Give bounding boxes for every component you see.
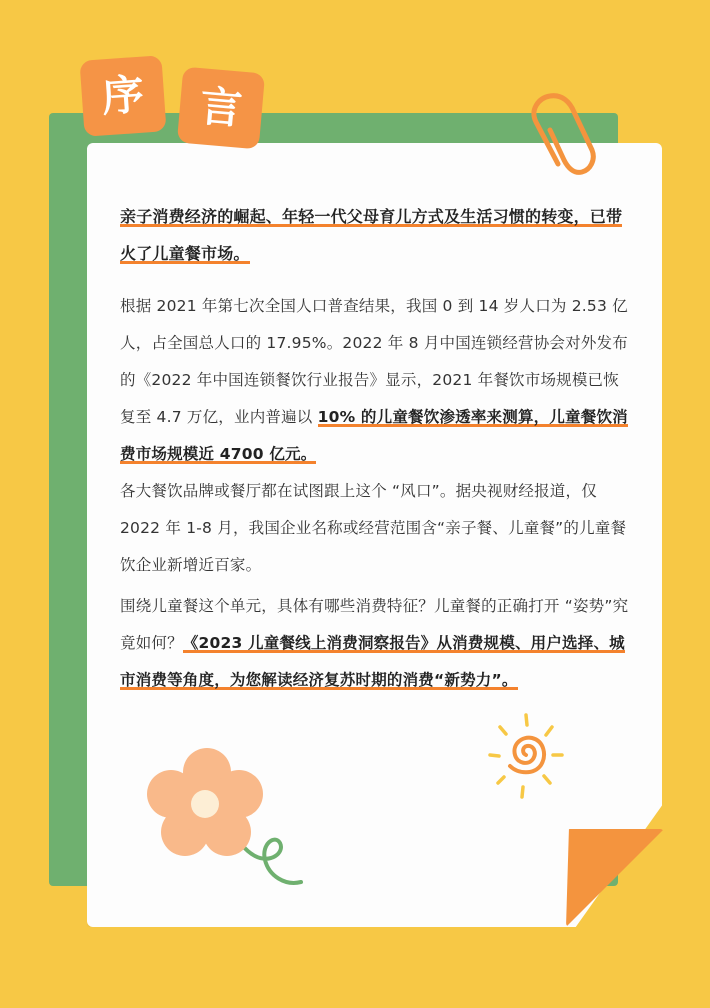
title-tag-2: 言: [177, 67, 265, 150]
paragraph-report: [120, 588, 632, 699]
sun-doodle-icon: [486, 711, 566, 801]
lead-highlight: 亲子消费经济的崛起、年轻一代父母育儿方式及生活习惯的转变，已带火了儿童餐市场。: [120, 207, 623, 263]
paragraph-1: [120, 288, 632, 473]
paragraph-1-text: 根据 2021 年第七次全国人口普查结果，我国 0 到 14 岁人口为 2.53 亿人，占全国总人口的 17.95%。2022 年 8 月中国连锁经营协会对外发布的《2022 年中国连锁餐饮行业报告》显示，2021 年餐饮市场规模已恢复至 4.7 万亿，业内普遍以: [120, 297, 628, 426]
lead-statement: [120, 198, 632, 272]
paper-folded-corner: [566, 829, 664, 927]
paragraph-1b: 各大餐饮品牌或餐厅都在试图跟上这个 “风口”。据央视财经报道，仅 2022 年 1-8 月，我国企业名称或经营范围含“亲子餐、儿童餐”的儿童餐饮企业新增近百家。: [120, 482, 627, 574]
paper-clip-icon: [528, 92, 610, 182]
paragraph-2-text: 围绕儿童餐这个单元，具体有哪些消费特征？儿童餐的正确打开 “姿势”究竟如何？: [120, 597, 629, 652]
paragraph-1-highlight: 10% 的儿童餐饮渗透率来测算，儿童餐饮消费市场规模近 4700 亿元。: [120, 408, 628, 463]
paragraph-2: [120, 588, 632, 699]
paragraph-population: [120, 288, 632, 584]
paragraph-2-highlight: 《2023 儿童餐线上消费洞察报告》从消费规模、用户选择、城市消费等角度，为您解读经济复苏时期的消费“新势力”。: [120, 634, 625, 689]
title-tag-1: 序: [79, 55, 166, 137]
flower-icon: [135, 748, 325, 898]
